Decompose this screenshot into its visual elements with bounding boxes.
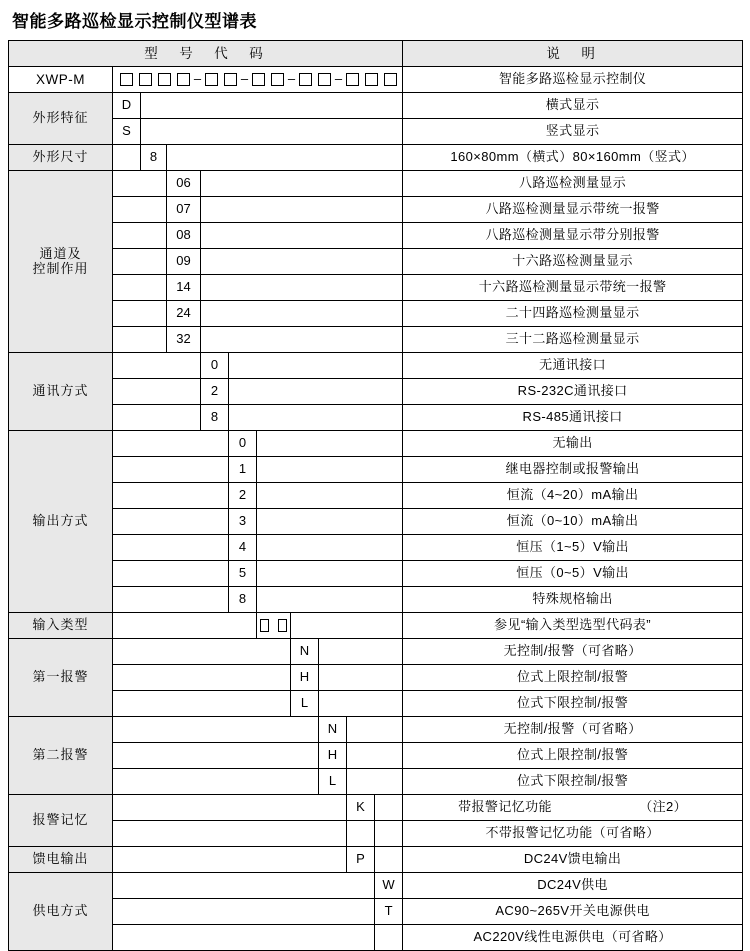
blank-cell — [113, 821, 347, 847]
blank-cell — [113, 353, 201, 379]
table-row — [9, 561, 743, 587]
code-cell: T — [375, 899, 403, 925]
row-description: 竖式显示 — [403, 119, 743, 145]
code-cell: 3 — [229, 509, 257, 535]
code-cell: P — [347, 847, 375, 873]
code-box — [158, 73, 171, 86]
row-description: 继电器控制或报警输出 — [403, 457, 743, 483]
row-description: 位式上限控制/报警 — [403, 743, 743, 769]
row-description: 无通讯接口 — [403, 353, 743, 379]
row-label-alarm2: 第二报警 — [9, 717, 113, 795]
row-description: DC24V馈电输出 — [403, 847, 743, 873]
blank-cell — [347, 769, 403, 795]
table-row — [9, 145, 743, 171]
blank-cell — [141, 93, 403, 119]
table-row — [9, 509, 743, 535]
code-cell: 07 — [167, 197, 201, 223]
table-row — [9, 119, 743, 145]
blank-cell — [319, 639, 403, 665]
table-row — [9, 327, 743, 353]
blank-cell — [113, 405, 201, 431]
header-description: 说 明 — [403, 41, 743, 67]
table-row — [9, 613, 743, 639]
code-cell: D — [113, 93, 141, 119]
code-cell: 24 — [167, 301, 201, 327]
code-cell — [347, 821, 375, 847]
code-cell: 09 — [167, 249, 201, 275]
blank-cell — [113, 587, 229, 613]
table-row — [9, 821, 743, 847]
table-row — [9, 847, 743, 873]
code-cell: N — [319, 717, 347, 743]
table-row — [9, 769, 743, 795]
code-box — [260, 619, 269, 632]
blank-cell — [201, 275, 403, 301]
row-description: 参见“输入类型选型代码表” — [403, 613, 743, 639]
row-description: 十六路巡检测量显示带统一报警 — [403, 275, 743, 301]
row-label-channels: 通道及 控制作用 — [9, 171, 113, 353]
blank-cell — [113, 327, 167, 353]
code-cell: 2 — [229, 483, 257, 509]
row-description: 带报警记忆功能 （注2） — [403, 795, 743, 821]
table-row — [9, 67, 743, 93]
row-description: 横式显示 — [403, 93, 743, 119]
row-description: DC24V供电 — [403, 873, 743, 899]
code-cell: 14 — [167, 275, 201, 301]
blank-cell — [257, 535, 403, 561]
table-row — [9, 587, 743, 613]
blank-cell — [257, 457, 403, 483]
blank-cell — [113, 509, 229, 535]
table-row — [9, 925, 743, 951]
model-label: XWP-M — [9, 67, 113, 93]
table-row — [9, 431, 743, 457]
blank-cell — [257, 431, 403, 457]
blank-cell — [113, 301, 167, 327]
code-cell: 32 — [167, 327, 201, 353]
table-row — [9, 795, 743, 821]
code-cell: 0 — [201, 353, 229, 379]
table-row — [9, 171, 743, 197]
row-label-power-output: 馈电输出 — [9, 847, 113, 873]
row-description: 八路巡检测量显示带统一报警 — [403, 197, 743, 223]
row-description: 无控制/报警（可省略） — [403, 639, 743, 665]
table-row — [9, 223, 743, 249]
code-cell — [375, 925, 403, 951]
blank-cell — [201, 249, 403, 275]
row-description: AC220V线性电源供电（可省略） — [403, 925, 743, 951]
blank-cell — [113, 873, 375, 899]
blank-cell — [347, 717, 403, 743]
blank-cell — [257, 587, 403, 613]
blank-cell — [113, 223, 167, 249]
blank-cell — [319, 665, 403, 691]
code-cell: N — [291, 639, 319, 665]
code-box — [252, 73, 265, 86]
row-description: 八路巡检测量显示带分别报警 — [403, 223, 743, 249]
code-box — [299, 73, 312, 86]
code-box — [318, 73, 331, 86]
blank-cell — [113, 639, 291, 665]
header-code-group: 型 号 代 码 — [9, 41, 403, 67]
blank-cell — [113, 561, 229, 587]
row-label-power-supply: 供电方式 — [9, 873, 113, 951]
code-cell: 2 — [201, 379, 229, 405]
model-code-pattern — [113, 67, 403, 93]
table-row — [9, 405, 743, 431]
table-row — [9, 93, 743, 119]
code-cell: 0 — [229, 431, 257, 457]
blank-cell — [113, 769, 319, 795]
blank-cell — [113, 925, 375, 951]
blank-cell — [113, 665, 291, 691]
code-box — [177, 73, 190, 86]
code-cell: 8 — [141, 145, 167, 171]
row-label-alarm-memory: 报警记忆 — [9, 795, 113, 847]
code-box — [271, 73, 284, 86]
code-cell: L — [319, 769, 347, 795]
page-title: 智能多路巡检显示控制仪型谱表 — [12, 12, 257, 31]
row-description: 无输出 — [403, 431, 743, 457]
blank-cell — [201, 327, 403, 353]
blank-cell — [113, 535, 229, 561]
code-cell: 4 — [229, 535, 257, 561]
blank-cell — [229, 405, 403, 431]
table-row — [9, 249, 743, 275]
blank-cell — [167, 145, 403, 171]
row-label-dimensions: 外形尺寸 — [9, 145, 113, 171]
table-row — [9, 665, 743, 691]
code-box — [278, 619, 287, 632]
blank-cell — [257, 509, 403, 535]
row-label-output: 输出方式 — [9, 431, 113, 613]
blank-cell — [113, 717, 319, 743]
table-row — [9, 353, 743, 379]
separator-dash: – — [193, 71, 202, 87]
code-cell: 5 — [229, 561, 257, 587]
code-cell: 1 — [229, 457, 257, 483]
row-description: 特殊规格输出 — [403, 587, 743, 613]
separator-dash: – — [287, 71, 296, 87]
code-cell: 8 — [201, 405, 229, 431]
separator-dash: – — [334, 71, 343, 87]
blank-cell — [141, 119, 403, 145]
blank-cell — [347, 743, 403, 769]
row-description: RS-232C通讯接口 — [403, 379, 743, 405]
blank-cell — [375, 795, 403, 821]
blank-cell — [201, 171, 403, 197]
row-description: 恒流（4~20）mA输出 — [403, 483, 743, 509]
blank-cell — [113, 847, 347, 873]
code-box — [365, 73, 378, 86]
code-cell: H — [291, 665, 319, 691]
table-row — [9, 691, 743, 717]
code-cell: 8 — [229, 587, 257, 613]
code-box — [120, 73, 133, 86]
table-row — [9, 899, 743, 925]
row-description: 恒流（0~10）mA输出 — [403, 509, 743, 535]
row-description: 八路巡检测量显示 — [403, 171, 743, 197]
row-label-alarm1: 第一报警 — [9, 639, 113, 717]
blank-cell — [113, 249, 167, 275]
code-box — [205, 73, 218, 86]
blank-cell — [257, 561, 403, 587]
table-row — [9, 457, 743, 483]
row-description: AC90~265V开关电源供电 — [403, 899, 743, 925]
row-description: 位式下限控制/报警 — [403, 691, 743, 717]
code-cell: 06 — [167, 171, 201, 197]
blank-cell — [113, 275, 167, 301]
table-row — [9, 743, 743, 769]
blank-cell — [319, 691, 403, 717]
row-description: 恒压（1~5）V输出 — [403, 535, 743, 561]
row-label-appearance: 外形特征 — [9, 93, 113, 145]
blank-cell — [113, 197, 167, 223]
blank-cell — [229, 379, 403, 405]
blank-cell — [113, 795, 347, 821]
table-row — [9, 483, 743, 509]
code-cell-input-type — [257, 613, 291, 639]
table-row — [9, 873, 743, 899]
table-row — [9, 717, 743, 743]
row-label-input-type: 输入类型 — [9, 613, 113, 639]
blank-cell — [113, 431, 229, 457]
code-box — [346, 73, 359, 86]
blank-cell — [113, 613, 257, 639]
table-row — [9, 535, 743, 561]
row-description: 三十二路巡检测量显示 — [403, 327, 743, 353]
code-box — [384, 73, 397, 86]
blank-cell — [257, 483, 403, 509]
blank-cell — [113, 171, 167, 197]
blank-cell — [201, 301, 403, 327]
blank-cell — [113, 691, 291, 717]
code-box — [139, 73, 152, 86]
table-row — [9, 301, 743, 327]
blank-cell — [291, 613, 403, 639]
table-header-row — [9, 41, 743, 67]
row-description: 无控制/报警（可省略） — [403, 717, 743, 743]
code-box — [224, 73, 237, 86]
blank-cell — [113, 145, 141, 171]
model-description: 智能多路巡检显示控制仪 — [403, 67, 743, 93]
code-cell: H — [319, 743, 347, 769]
code-cell: 08 — [167, 223, 201, 249]
table-row — [9, 639, 743, 665]
blank-cell — [113, 899, 375, 925]
blank-cell — [375, 821, 403, 847]
row-description: 160×80mm（横式）80×160mm（竖式） — [403, 145, 743, 171]
blank-cell — [113, 457, 229, 483]
table-row — [9, 275, 743, 301]
blank-cell — [201, 197, 403, 223]
row-description: 十六路巡检测量显示 — [403, 249, 743, 275]
code-cell: W — [375, 873, 403, 899]
blank-cell — [113, 743, 319, 769]
row-label-communication: 通讯方式 — [9, 353, 113, 431]
table-row — [9, 197, 743, 223]
blank-cell — [375, 847, 403, 873]
row-description: 位式上限控制/报警 — [403, 665, 743, 691]
blank-cell — [229, 353, 403, 379]
row-description: RS-485通讯接口 — [403, 405, 743, 431]
row-description: 恒压（0~5）V输出 — [403, 561, 743, 587]
blank-cell — [201, 223, 403, 249]
blank-cell — [113, 379, 201, 405]
code-cell: L — [291, 691, 319, 717]
separator-dash: – — [240, 71, 249, 87]
code-cell: K — [347, 795, 375, 821]
spec-table — [8, 40, 743, 951]
row-description: 不带报警记忆功能（可省略） — [403, 821, 743, 847]
blank-cell — [113, 483, 229, 509]
row-description: 位式下限控制/报警 — [403, 769, 743, 795]
row-description: 二十四路巡检测量显示 — [403, 301, 743, 327]
table-row — [9, 379, 743, 405]
code-cell: S — [113, 119, 141, 145]
